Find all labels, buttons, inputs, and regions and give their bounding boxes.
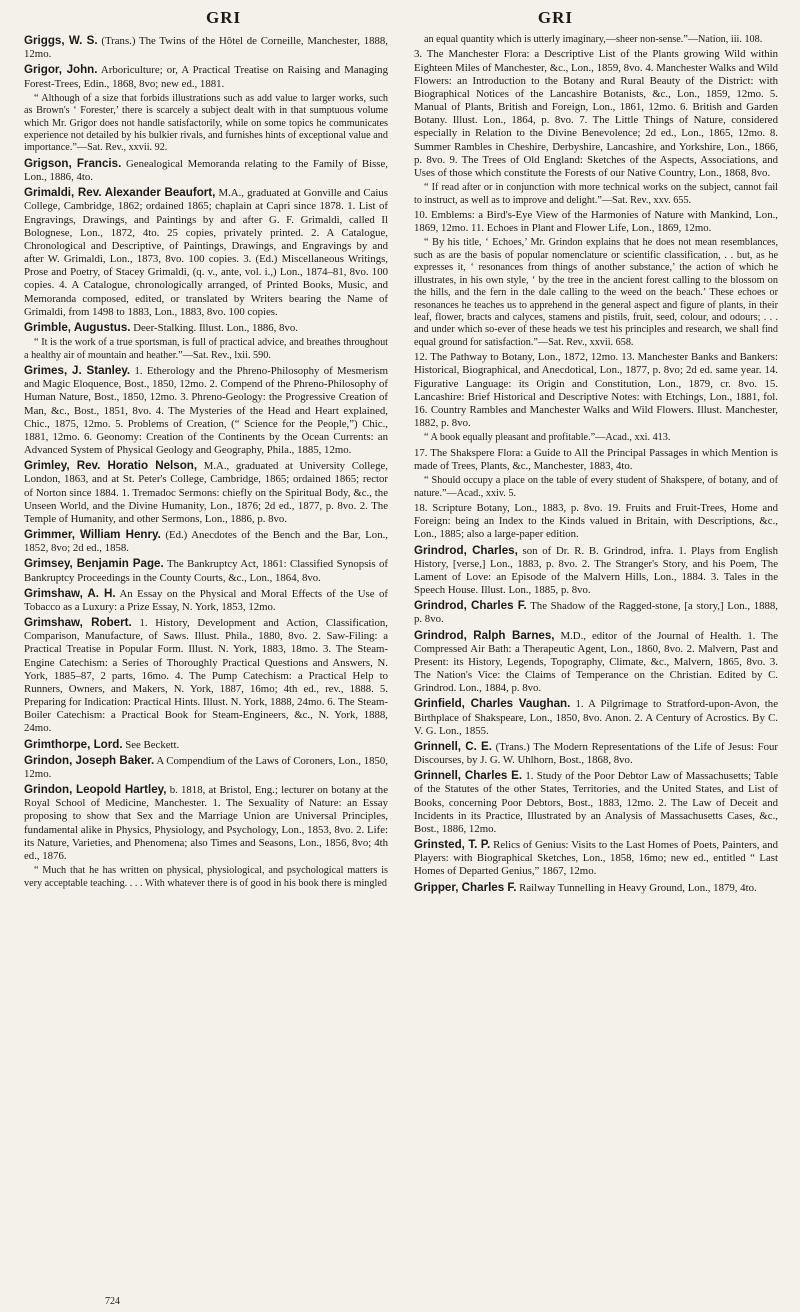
headword: Grimmer, William Henry. xyxy=(24,528,161,542)
entry-text: 12. The Pathway to Botany, Lon., 1872, 12mo. 13. Manchester Banks and Bankers: Historical, Biographical, and Anecdotical, Lon., 1877, p. 8vo; 2d ed. same year. 14. Figurative Language: its Origin and Constitution, Lon., 1879, cr. 8vo. 15. Lancashire: Brief Historical and Descriptive Notes: with Etchings, Lon., 1881, fol. 16. Country Rambles and Manchester Walks and Wild Flowers. Illust. Manchester, 1882, p. 8vo. xyxy=(414,351,778,430)
entry xyxy=(24,528,388,555)
quote-text: an equal quantity which is utterly imaginary,—sheer non-sense.”—Nation, iii. 108. xyxy=(424,34,763,45)
quote-text: “ A book equally pleasant and profitable.”—Acad., xxi. 413. xyxy=(424,432,671,444)
entry-text: Arboriculture; or, A Practical Treatise on Raising and Managing Forest-Trees, Edin., 1868, 8vo; new ed., 1881. xyxy=(24,64,388,90)
review-quote xyxy=(24,337,388,362)
quote-text: “ Much that he has written on physical, physiological, and psychological matters is very acceptable teaching. . . . With whatever there is of good in his book there is mingled xyxy=(24,865,388,889)
review-quote xyxy=(414,432,778,444)
headword: Grindrod, Charles, xyxy=(414,543,518,557)
entry xyxy=(24,738,388,752)
entry xyxy=(24,783,388,863)
entry xyxy=(24,34,388,61)
entry-text: A Compendium of the Laws of Coroners, Lon., 1850, 12mo. xyxy=(24,754,389,780)
entry xyxy=(414,629,778,696)
headword: Grindrod, Ralph Barnes, xyxy=(414,628,555,642)
headword: Grimley, Rev. Horatio Nelson, xyxy=(24,459,198,473)
entry-text: (Ed.) Anecdotes of the Bench and the Bar, Lon., 1852, 8vo; 2d ed., 1858. xyxy=(24,529,388,555)
entry-continuation xyxy=(414,502,778,542)
headword: Grigson, Francis. xyxy=(24,156,122,170)
review-quote xyxy=(24,865,388,890)
headword: Grigor, John. xyxy=(24,63,98,77)
headword: Grinnell, C. E. xyxy=(414,739,492,753)
entry xyxy=(24,63,388,90)
page-number: 724 xyxy=(105,1296,120,1307)
entry xyxy=(24,321,388,335)
entry-text: M.A., graduated at Gonville and Caius College, Cambridge, 1862; ordained 1865; chaplain at Capri since 1878. 1. List of Engravings, Drawings, and Paintings by and after G. F. Grimaldi, called Il Bolognese, Lon., 1872, 4to. 25 copies, privately printed. 2. A Catalogue, Chronological and Descriptive, of Paintings, Drawings, and Engravings by and after W. Grimaldi, Lon., 1873, 8vo. 100 copies. 3. (Ed.) Miscellaneous Writings, Prose and Poetry, of Stacey Grimaldi, (q. v., ante, vol. i.,) Lon., 1874–81, 8vo. 100 copies. 4. A Catalogue, chronologically arranged, of Printed Books, Music, and Memoranda composed, edited, or translated by Writers bearing the Name of Grimaldi, from 1498 to 1883, Lon., 1883, 8vo. 100 copies. xyxy=(24,187,389,318)
entry-text: b. 1818, at Bristol, Eng.; lecturer on botany at the Royal School of Medicine, Manchester. 1. The Sexuality of Nature: an Essay proposing to show that Sex and the Marriage Union are Universal Principles, fundamental alike in Physics, Physiology, and Psychology, Lon., 1853, 8vo. 2. Life: its Nature, Varieties, and Phenomena; also Times and Seasons, Lon., 1856, 8vo; 4th ed., 1876. xyxy=(24,784,388,862)
running-header xyxy=(24,8,778,30)
entry xyxy=(24,364,388,457)
header-right: GRI xyxy=(537,8,573,27)
quote-text: “ Although of a size that forbids illustrations such as add value to larger works, such as Brown's ‘ Forester,’ there is scarcely a subject dealt with in that sumptuous volume which Mr. Grigor does not handle satisfactorily, while on some topics he communicates experience not detailed by his bulkier rivals, and furnishes hints of exceptional value and importance.”—Sat. Rev., xxvii. 92. xyxy=(24,92,388,154)
entry xyxy=(24,459,388,526)
entry xyxy=(24,587,388,614)
entry xyxy=(24,557,388,584)
headword: Grimshaw, A. H. xyxy=(24,586,116,600)
entry-continuation xyxy=(414,447,778,473)
entry xyxy=(414,881,778,895)
entry-text: 17. The Shakspere Flora: a Guide to All the Principal Passages in which Mention is made of Trees, Plants, &c., Manchester, 1883, 4to. xyxy=(414,446,778,472)
entry xyxy=(24,616,388,736)
headword: Grimsey, Benjamin Page. xyxy=(24,557,164,571)
entry-text: The Shadow of the Ragged-stone, [a story,] Lon., 1888, p. 8vo. xyxy=(414,600,778,626)
quote-text: “ Should occupy a place on the table of every student of Shakspere, of botany, and of nature.”—Acad., xxiv. 5. xyxy=(414,475,778,499)
headword: Griggs, W. S. xyxy=(24,34,98,47)
entry-text: Genealogical Memoranda relating to the Family of Bisse, Lon., 1886, 4to. xyxy=(24,157,388,184)
quote-text: “ By his title, ‘ Echoes,’ Mr. Grindon explains that he does not mean resemblances, such as are the basis of popular nomenclature or scientific classification, . . but, as he expresses it, ‘ resonances from things of another substance,’ the action of which he illustrates, in his own style, ‘ by the tree in the ancient forest calling to the blossom on the hills, and the fern in the dale calling to the weed on the beach.’ These echoes or resonances he teaches us to apprehend in the general aspect and figure of plants, in their leaf, flower, bracts and calyces, stamens and pistils, fruit, seed, colour, and odours; . . . and under which so-ever of these heads we test his principles and research, we shall find equal ground for satisfaction.”—Sat. Rev., xxvii. 658. xyxy=(414,237,778,348)
left-column xyxy=(24,34,388,897)
entry xyxy=(414,599,778,626)
review-quote xyxy=(24,93,388,155)
headword: Grindon, Joseph Baker. xyxy=(24,753,155,767)
entry-text: 1. Etherology and the Phreno-Philosophy of Mesmerism and Magic Eloquence, Bost., 1850, 12mo. 2. Compend of the Phreno-Philosophy of Human Nature, Bost., 1850, 12mo. 3. Phreno-Geology: the Progressive Creation of Man, &c., Bost., 1851, 8vo. 4. The Mysteries of the Head and Heart explained, Chic., 1875, 12mo. 5. Problems of Creation, (“ Science for the People,”) Chic., 1881, 12mo. 6. Geonomy: Creation of the Continents by the Ocean Currents: an Advanced System of Physical Geology and Geography, Phila., 1885, 12mo. xyxy=(24,364,389,457)
entry-text: 1. Study of the Poor Debtor Law of Massachusetts; Table of the Statutes of the other States, Territories, and the United States, and List of Books, concerning Poor Debtors, Bost., 1883, 12mo. 2. The Law of Deceit and Incidents in its Practice, Illustrated by an Analysis of Massachusetts Cases, &c., Bost., 1886, 12mo. xyxy=(414,770,778,835)
entry-text: 1. A Pilgrimage to Stratford-upon-Avon, the Birthplace of Shakspeare, Lon., 1850, 8vo. Anon. 2. A Century of Acrostics. By C. V. G. Lon., 1855. xyxy=(414,698,779,737)
headword: Grimthorpe, Lord. xyxy=(24,737,123,751)
review-quote xyxy=(414,182,778,207)
entry-text: Relics of Genius: Visits to the Last Homes of Poets, Painters, and Players: with Biographical Sketches, Lon., 1858, 16mo; new ed., entitled “ Last Homes of Departed Genius,” 1867, 12mo. xyxy=(414,839,778,878)
review-quote xyxy=(414,475,778,500)
entry-text: 10. Emblems: a Bird's-Eye View of the Harmonies of Nature with Mankind, Lon., 1869, 12mo. 11. Echoes in Plant and Flower Life, Lon., 1869, 12mo. xyxy=(414,209,778,235)
entry xyxy=(24,157,388,184)
headword: Grimes, J. Stanley. xyxy=(24,363,131,377)
entry-text: son of Dr. R. B. Grindrod, infra. 1. Plays from English History, [verse,] Lon., 1883, p. 8vo. 2. The Stranger's Story, and his Poem, The Lament of Love: an Episode of the Malvern Hills, Lon., 1884. 3. Tales in the Speech House. Illust. Lon., 1885, p. 8vo. xyxy=(414,544,778,597)
right-column xyxy=(414,34,778,897)
headword: Gripper, Charles F. xyxy=(414,880,517,894)
entry-text: See Beckett. xyxy=(122,738,180,751)
entry-text: Deer-Stalking. Illust. Lon., 1886, 8vo. xyxy=(130,321,298,334)
headword: Grinnell, Charles E. xyxy=(414,769,523,783)
review-quote xyxy=(414,34,778,46)
columns xyxy=(24,34,778,897)
entry-text: 1. History, Development and Action, Classification, Comparison, Manufacture, of Saws. Illust. Phila., 1880, 8vo. 2. Saw-Filing: a Practical Treatise in Popular Form. Illust. N. York, 1883, 18mo. 3. The Steam-Engine Catechism: a Series of Thoroughly Practical Questions and Answers, N. York, 1885–87, 2 parts, 16mo. 4. The Pump Catechism: a Practical Help to Runners, Owners, and Makers, N. York, 1887, 16mo; 4th ed., rev., 1888. 5. Preparing for Indication: Practical Hints. Illust. N. York, 1888, 24mo. 6. The Steam-Boiler Catechism: a Practical Book for Steam-Engineers, &c., N. York, 1888, 24mo. xyxy=(24,617,388,735)
entry xyxy=(24,754,388,781)
entry-text: An Essay on the Physical and Moral Effects of the Use of Tobacco as a Luxury: a Prize Essay, N. York, 1853, 12mo. xyxy=(24,587,389,613)
entry-text: M.A., graduated at University College, London, 1863, and at St. Peter's College, Cambridge, 1865; ordained 1865; rector of Norton since 1884. 1. Tremadoc Sermons: chiefly on the Spiritual Body, &c., the Unseen World, and the Divine Humanity, Lon., 1876; 2d ed., 1877, p. 8vo. 2. The Temple of Humanity, and other Sermons, Lon., 1886, p. 8vo. xyxy=(24,460,388,525)
entry xyxy=(24,186,388,319)
header-left: GRI xyxy=(206,8,242,27)
entry-text: 18. Scripture Botany, Lon., 1883, p. 8vo. 19. Fruits and Fruit-Trees, Home and Foreign: being an Index to the Kinds valued in Britain, with Descriptions, &c., Lon., 1885; also a large-paper edition. xyxy=(414,502,778,541)
entry-text: The Bankruptcy Act, 1861: Classified Synopsis of Bankruptcy Proceedings in the County Courts, &c., Lon., 1864, 8vo. xyxy=(24,558,388,584)
headword: Grindrod, Charles F. xyxy=(414,599,527,613)
entry-text: (Trans.) The Modern Representations of the Life of Jesus: Four Discourses, by J. G. W. Uhlhorn, Bost., 1868, 8vo. xyxy=(414,740,778,767)
quote-text: “ If read after or in conjunction with more technical works on the subject, cannot fail to instruct, as well as to improve and delight.”—Sat. Rev., xxv. 655. xyxy=(414,182,778,206)
entry-text: 3. The Manchester Flora: a Descriptive List of the Plants growing Wild within Eighteen Miles of Manchester, &c., Lon., 1859, 8vo. 4. Manchester Walks and Wild Flowers: an Introduction to the Botany and Rural Beauty of the District: with Biographical Notices of the Lancashire Botanists, &c., Lon., 1859, 12mo. 5. Manual of Plants, British and Foreign, Lon., 1861, 12mo. 6. British and Garden Botany. Illust. Lon., 1864, p. 8vo. 7. The Little Things of Nature, considered especially in Relation to the Divine Benevolence; 2d ed., Lon., 1865, 12mo. 8. Summer Rambles in Cheshire, Derbyshire, Lancashire, and Yorkshire, Lon., 1866, p. 8vo. 9. The Trees of Old England: Sketches of the Aspects, Associations, and Uses of those which constitute the Forests of our Native Country, Lon., 1868, 8vo. xyxy=(414,48,778,179)
entry-continuation xyxy=(414,209,778,235)
review-quote xyxy=(414,237,778,349)
headword: Grimble, Augustus. xyxy=(24,320,131,334)
entry xyxy=(414,544,778,598)
entry-text: (Trans.) The Twins of the Hôtel de Corneille, Manchester, 1888, 12mo. xyxy=(24,35,388,61)
entry xyxy=(414,838,778,879)
entry-text: M.D., editor of the Journal of Health. 1. The Compressed Air Bath: a Therapeutic Agent, Lon., 1860, 8vo. 2. Malvern, Past and Present: its History, Legends, Topography, Climate, &c., Malvern, 1865, 8vo. 3. The Nation's Vice: the Claims of Temperance on the Christian. Edited by C. Grindrod. Lon., 1884, p. 8vo. xyxy=(414,629,778,695)
headword: Grimaldi, Rev. Alexander Beaufort, xyxy=(24,186,216,200)
headword: Grindon, Leopold Hartley, xyxy=(24,783,167,797)
entry xyxy=(414,769,778,836)
entry xyxy=(414,740,778,767)
entry-continuation xyxy=(414,48,778,180)
headword: Grinsted, T. P. xyxy=(414,838,491,852)
entry xyxy=(414,697,778,738)
entry-text: Railway Tunnelling in Heavy Ground, Lon., 1879, 4to. xyxy=(516,881,757,894)
quote-text: “ It is the work of a true sportsman, is full of practical advice, and breathes throughout a healthy air of mountain and heather.”—Sat. Rev., lxii. 590. xyxy=(24,337,388,361)
entry-continuation xyxy=(414,351,778,430)
headword: Grinfield, Charles Vaughan. xyxy=(414,697,571,711)
headword: Grimshaw, Robert. xyxy=(24,616,132,630)
